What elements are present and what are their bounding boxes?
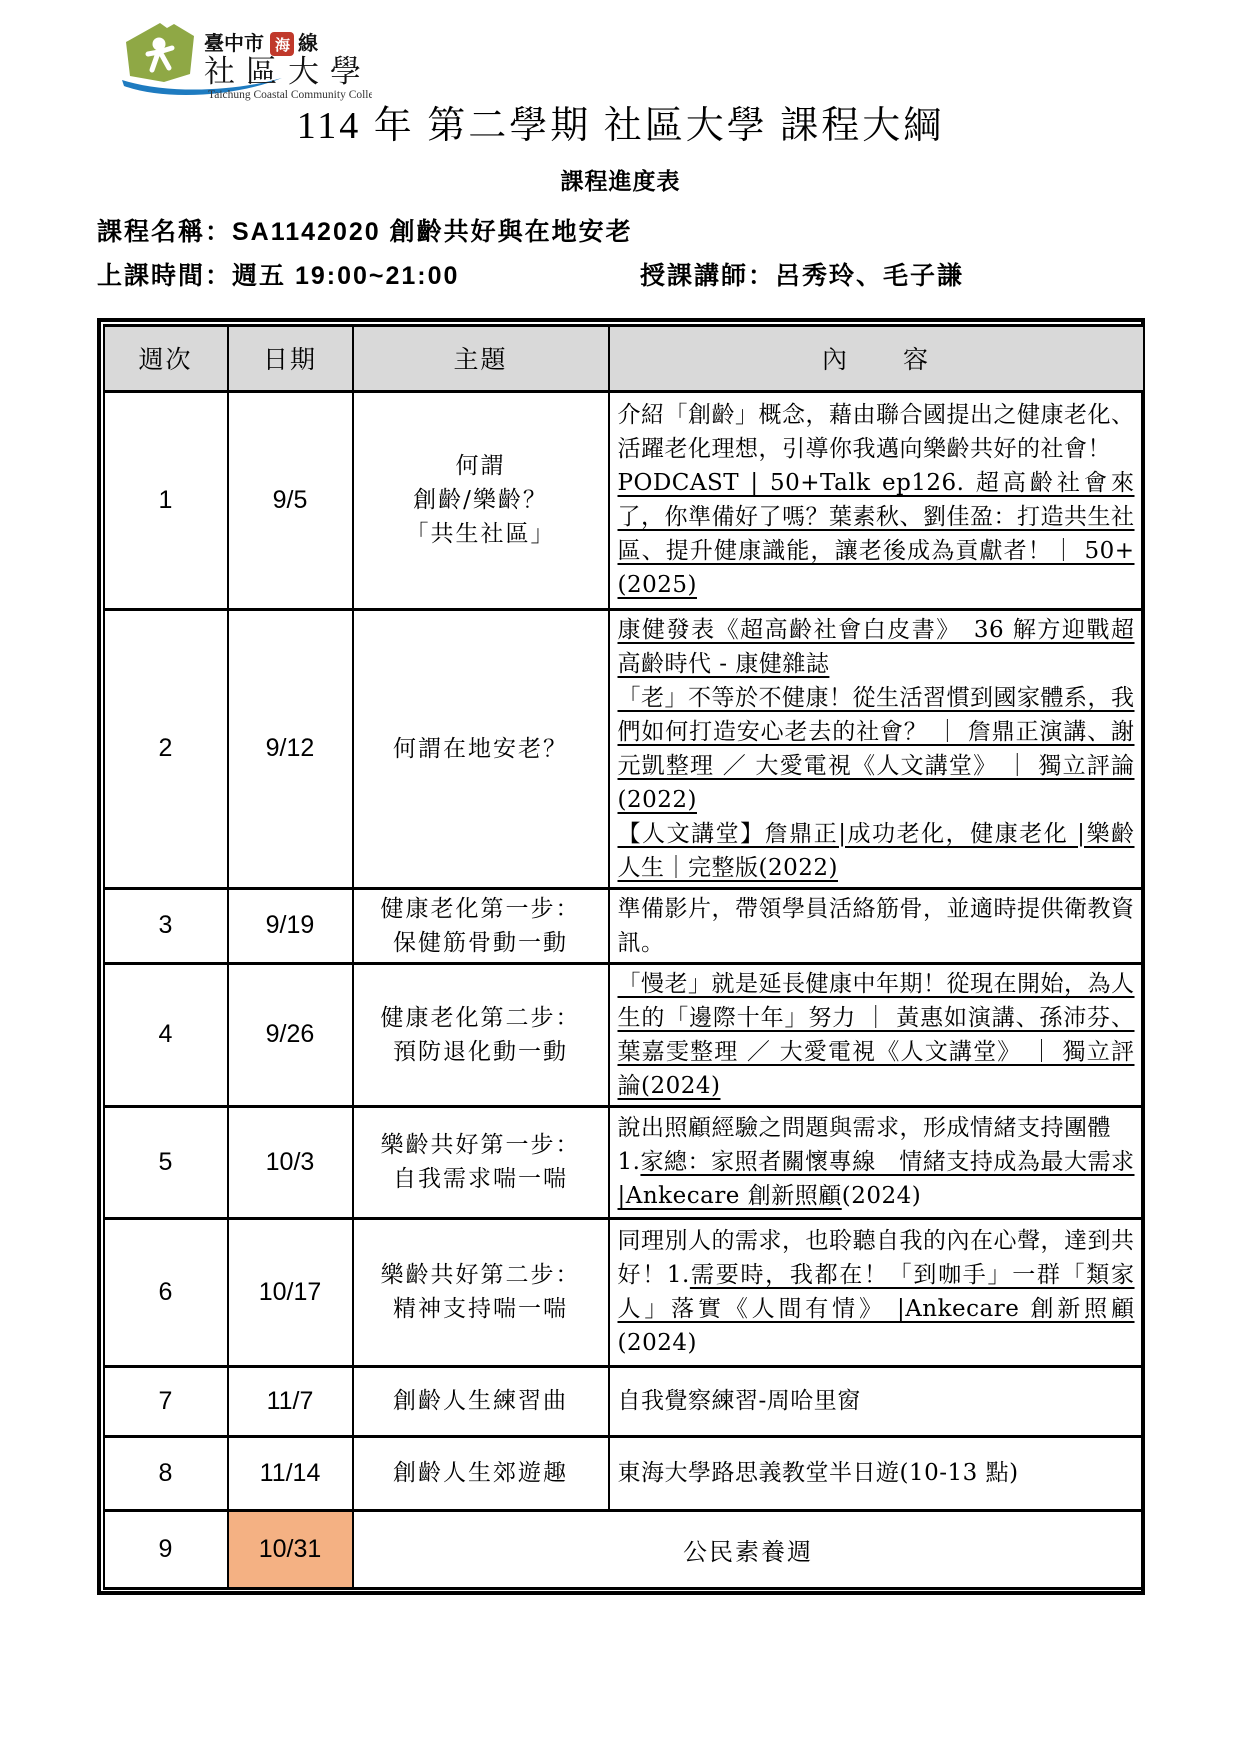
content-paragraph: [618, 967, 1135, 1103]
week-cell: 3: [104, 888, 228, 963]
content-text: 說出照顧經驗之問題與需求，形成情緒支持團體: [617, 1115, 1111, 1141]
content-text: (2024): [841, 1183, 922, 1209]
logo-city-text: 臺中市: [204, 33, 264, 55]
content-cell: [609, 1218, 1144, 1366]
class-time: 上課時間：週五 19:00~21:00: [97, 262, 460, 290]
table-row: [104, 1510, 1144, 1588]
content-text: 1.: [617, 1149, 641, 1175]
page-subtitle: 課程進度表: [560, 168, 681, 194]
date-cell: 9/12: [228, 609, 353, 888]
school-logo: [112, 14, 372, 104]
topic-cell: 健康老化第二步： 預防退化動一動: [353, 963, 609, 1106]
topic-cell: 何謂 創齡/樂齡？ 「共生社區」: [353, 391, 609, 609]
table-row: [104, 1366, 1144, 1436]
date-cell: 10/17: [228, 1218, 353, 1366]
content-link[interactable]: 「老」不等於不健康！從生活習慣到國家體系，我們如何打造安心老去的社會？ ｜ 詹鼎正演講、謝元凱整理 ／ 大愛電視《人文講堂》 ｜ 獨立評論(2022): [617, 684, 1135, 813]
week-cell: 8: [104, 1436, 228, 1510]
content-cell: [609, 888, 1144, 963]
content-cell: [609, 391, 1144, 609]
week-cell: 5: [104, 1106, 228, 1218]
content-link[interactable]: 家總：家照者關懷專線 情緒支持成為最大需求 |Ankecare 創新照顧: [617, 1149, 1135, 1209]
content-text: (2024): [617, 1330, 697, 1356]
content-paragraph: [618, 1111, 1135, 1145]
logo-seal-char: 海: [275, 37, 291, 54]
logo-english-name: Taichung Coastal Community College: [208, 89, 372, 101]
week-cell: 4: [104, 963, 228, 1106]
content-cell: [609, 1106, 1144, 1218]
content-paragraph: [618, 1145, 1135, 1213]
course-name-line: 課程名稱：SA1142020 創齡共好與在地安老: [97, 218, 633, 246]
week-cell: 7: [104, 1366, 228, 1436]
page-title: 114 年 第二學期 社區大學 課程大綱: [296, 105, 945, 147]
instructor: 授課講師：呂秀玲、毛子謙: [640, 262, 965, 290]
col-header-content: 內 容: [609, 325, 1144, 391]
content-cell: [609, 963, 1144, 1106]
table-row: [104, 888, 1144, 963]
logo-school-name: 社區大學: [204, 54, 372, 90]
topic-cell: 健康老化第一步： 保健筋骨動一動: [353, 888, 609, 963]
content-cell: [609, 1366, 1144, 1436]
col-header-topic: 主題: [353, 325, 609, 391]
content-paragraph: [618, 817, 1135, 885]
content-paragraph: [618, 892, 1135, 960]
content-link[interactable]: 「慢老」就是延長健康中年期！從現在開始，為人生的「邊際十年」努力 ｜ 黃惠如演講、孫沛芬、葉嘉雯整理 ／ 大愛電視《人文講堂》 ｜ 獨立評論(2024): [617, 970, 1135, 1099]
content-text: 自我覺察練習-周哈里窗: [617, 1388, 861, 1414]
week-cell: 2: [104, 609, 228, 888]
table-row: [104, 391, 1144, 609]
content-paragraph: [618, 613, 1135, 681]
content-paragraph: [618, 466, 1135, 602]
content-paragraph: [618, 681, 1135, 817]
logo-line-text: 線: [298, 33, 318, 55]
table-row: [104, 1106, 1144, 1218]
content-paragraph: [618, 1456, 1135, 1490]
topic-cell: 樂齡共好第二步： 精神支持喘一喘: [353, 1218, 609, 1366]
week-cell: 6: [104, 1218, 228, 1366]
table-row: [104, 1218, 1144, 1366]
topic-cell: 創齡人生郊遊趣: [353, 1436, 609, 1510]
col-header-date: 日期: [228, 325, 353, 391]
content-cell: [609, 609, 1144, 888]
date-cell: 9/19: [228, 888, 353, 963]
col-header-week: 週次: [104, 325, 228, 391]
course-time-line: [97, 256, 1145, 292]
week-cell: 1: [104, 391, 228, 609]
date-cell-highlighted: 10/31: [228, 1510, 353, 1588]
content-paragraph: [618, 398, 1135, 466]
table-row: [104, 963, 1144, 1106]
topic-cell: 樂齡共好第一步： 自我需求喘一喘: [353, 1106, 609, 1218]
content-text: 介紹「創齡」概念，藉由聯合國提出之健康老化、活躍老化理想，引導你我邁向樂齡共好的社會！: [617, 402, 1135, 462]
content-link[interactable]: 需要時，我都在！「到咖手」一群「類家人」落實《人間有情》 |Ankecare 創新照顧: [617, 1262, 1135, 1322]
topic-cell: 創齡人生練習曲: [353, 1366, 609, 1436]
table-row: [104, 609, 1144, 888]
date-cell: 9/5: [228, 391, 353, 609]
date-cell: 9/26: [228, 963, 353, 1106]
content-paragraph: [618, 1224, 1135, 1360]
topic-cell: 何謂在地安老？: [353, 609, 609, 888]
date-cell: 11/14: [228, 1436, 353, 1510]
content-text: 東海大學路思義教堂半日遊(10-13 點): [617, 1460, 1019, 1486]
schedule-table-wrapper: [97, 318, 1145, 1595]
content-link[interactable]: 【人文講堂】詹鼎正|成功老化，健康老化 |樂齡人生｜完整版(2022): [617, 820, 1135, 881]
week-cell: 9: [104, 1510, 228, 1588]
content-cell: [609, 1436, 1144, 1510]
header-row: [104, 325, 1144, 391]
logo-graphic: [112, 14, 372, 104]
content-link[interactable]: 康健發表《超高齡社會白皮書》 36 解方迎戰超高齡時代 - 康健雜誌: [617, 616, 1135, 677]
content-text: 準備影片，帶領學員活絡筋骨，並適時提供衛教資訊。: [617, 895, 1135, 956]
schedule-table-body: [104, 391, 1144, 1588]
date-cell: 10/3: [228, 1106, 353, 1218]
table-row: [104, 1436, 1144, 1510]
content-text: 同理別人的需求，也聆聽自我的內在心聲，達到共好！1.: [617, 1228, 1135, 1288]
content-paragraph: [618, 1384, 1135, 1418]
merged-content-cell: 公民素養週: [353, 1510, 1144, 1588]
content-link[interactable]: PODCAST | 50+Talk ep126. 超高齡社會來了，你準備好了嗎？葉素秋、劉佳盈：打造共生社區、提升健康識能，讓老後成為貢獻者！｜ 50+(2025): [617, 470, 1135, 598]
schedule-table: [103, 324, 1145, 1590]
date-cell: 11/7: [228, 1366, 353, 1436]
